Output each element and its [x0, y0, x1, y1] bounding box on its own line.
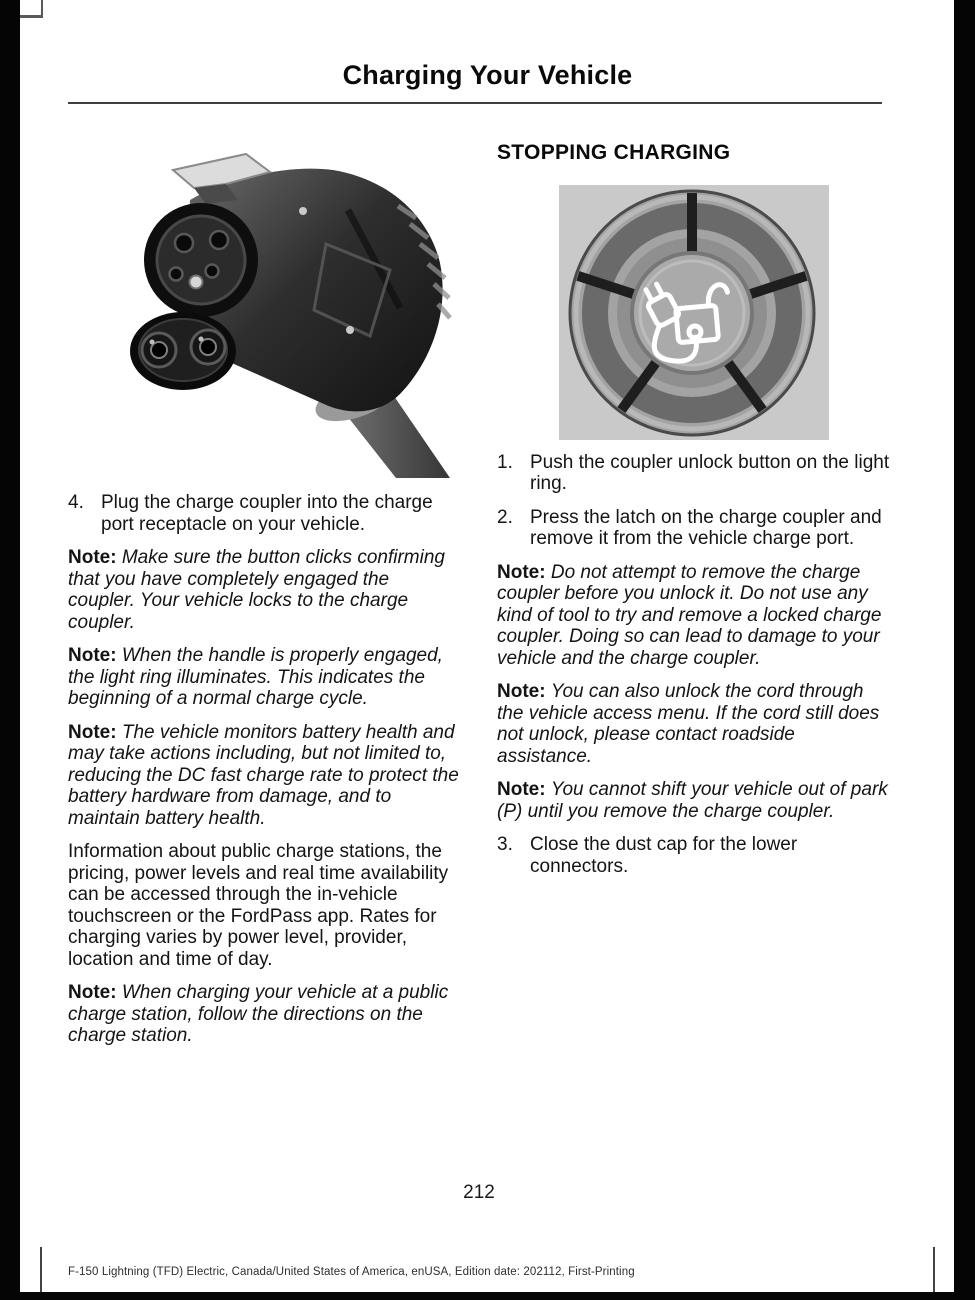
step-item-2: [497, 507, 890, 550]
step-text: Press the latch on the charge coupler and remove it from the vehicle charge port.: [530, 506, 882, 549]
step-number: 2.: [497, 506, 513, 528]
section-heading: STOPPING CHARGING: [497, 141, 731, 164]
note-text: When the handle is properly engaged, the light ring illuminates. This indicates the beginning of a normal charge cycle.: [68, 645, 443, 709]
note-text: Make sure the button clicks confirming that you have completely engaged the coupler. Your vehicle locks to the charge coupler.: [68, 547, 445, 633]
note: [497, 681, 890, 767]
scan-edge-right: [954, 0, 975, 1300]
scan-crop-mark-right: [933, 1247, 935, 1292]
note-text: You can also unlock the cord through the vehicle access menu. If the cord still does not unlock, please contact roadside assistance.: [497, 681, 880, 767]
left-column: [68, 116, 460, 1047]
right-column: [497, 116, 890, 1047]
note: [497, 562, 890, 670]
step-number: 1.: [497, 451, 513, 473]
note: [68, 982, 460, 1047]
step-item-3: [497, 834, 890, 877]
page-title: Charging Your Vehicle: [342, 60, 633, 90]
scan-corner-notch: [20, 0, 43, 18]
note: [68, 722, 460, 830]
title-rule: [68, 102, 882, 104]
scan-edge-bottom: [0, 1292, 975, 1300]
note-label: Note:: [497, 779, 546, 800]
note-text: When charging your vehicle at a public charge station, follow the directions on the charge station.: [68, 982, 449, 1046]
note-label: Note:: [68, 547, 117, 568]
step-text: Plug the charge coupler into the charge port receptacle on your vehicle.: [101, 492, 433, 535]
step-number: 4.: [68, 492, 84, 513]
step-item-1: [497, 452, 890, 495]
note: [68, 645, 460, 710]
note-label: Note:: [68, 982, 117, 1003]
coupler-ac-face: [144, 203, 258, 317]
charge-port-light-ring-diagram: [559, 185, 829, 440]
scan-crop-mark-left: [40, 1247, 42, 1292]
note: [497, 779, 890, 822]
note-text: You cannot shift your vehicle out of park (P) until you remove the charge coupler.: [497, 779, 888, 822]
note-label: Note:: [497, 561, 546, 583]
step-text: Close the dust cap for the lower connectors.: [530, 834, 798, 877]
step-item-4: [68, 492, 460, 535]
step-number: 3.: [497, 834, 513, 855]
body-paragraph: Information about public charge stations, the pricing, power levels and real time availability can be accessed through the in-vehicle touchscreen or the FordPass app. Rates for charging varies by power level, provider, location and time of day.: [68, 841, 449, 970]
page-number: 212: [463, 1182, 495, 1203]
publication-footer: F-150 Lightning (TFD) Electric, Canada/United States of America, enUSA, Edition date: 202112, First-Printing: [68, 1266, 635, 1278]
note: [68, 547, 460, 633]
step-text: Push the coupler unlock button on the light ring.: [530, 451, 890, 494]
scan-edge-left: [0, 0, 20, 1300]
note-label: Note:: [68, 645, 117, 666]
note-label: Note:: [497, 681, 546, 702]
page-content: [68, 116, 890, 1047]
note-label: Note:: [68, 721, 117, 743]
charge-coupler-photo: [98, 148, 478, 478]
note-text: The vehicle monitors battery health and may take actions including, but not limited to, reducing the DC fast charge rate to protect the battery hardware from damage, and to maintain battery health.: [68, 721, 459, 829]
note-text: Do not attempt to remove the charge coupler before you unlock it. Do not use any kind of tool to try and remove a locked charge coupler. Doing so can lead to damage to your vehicle and the charge coupler.: [497, 561, 882, 669]
coupler-dc-face: [130, 312, 236, 390]
